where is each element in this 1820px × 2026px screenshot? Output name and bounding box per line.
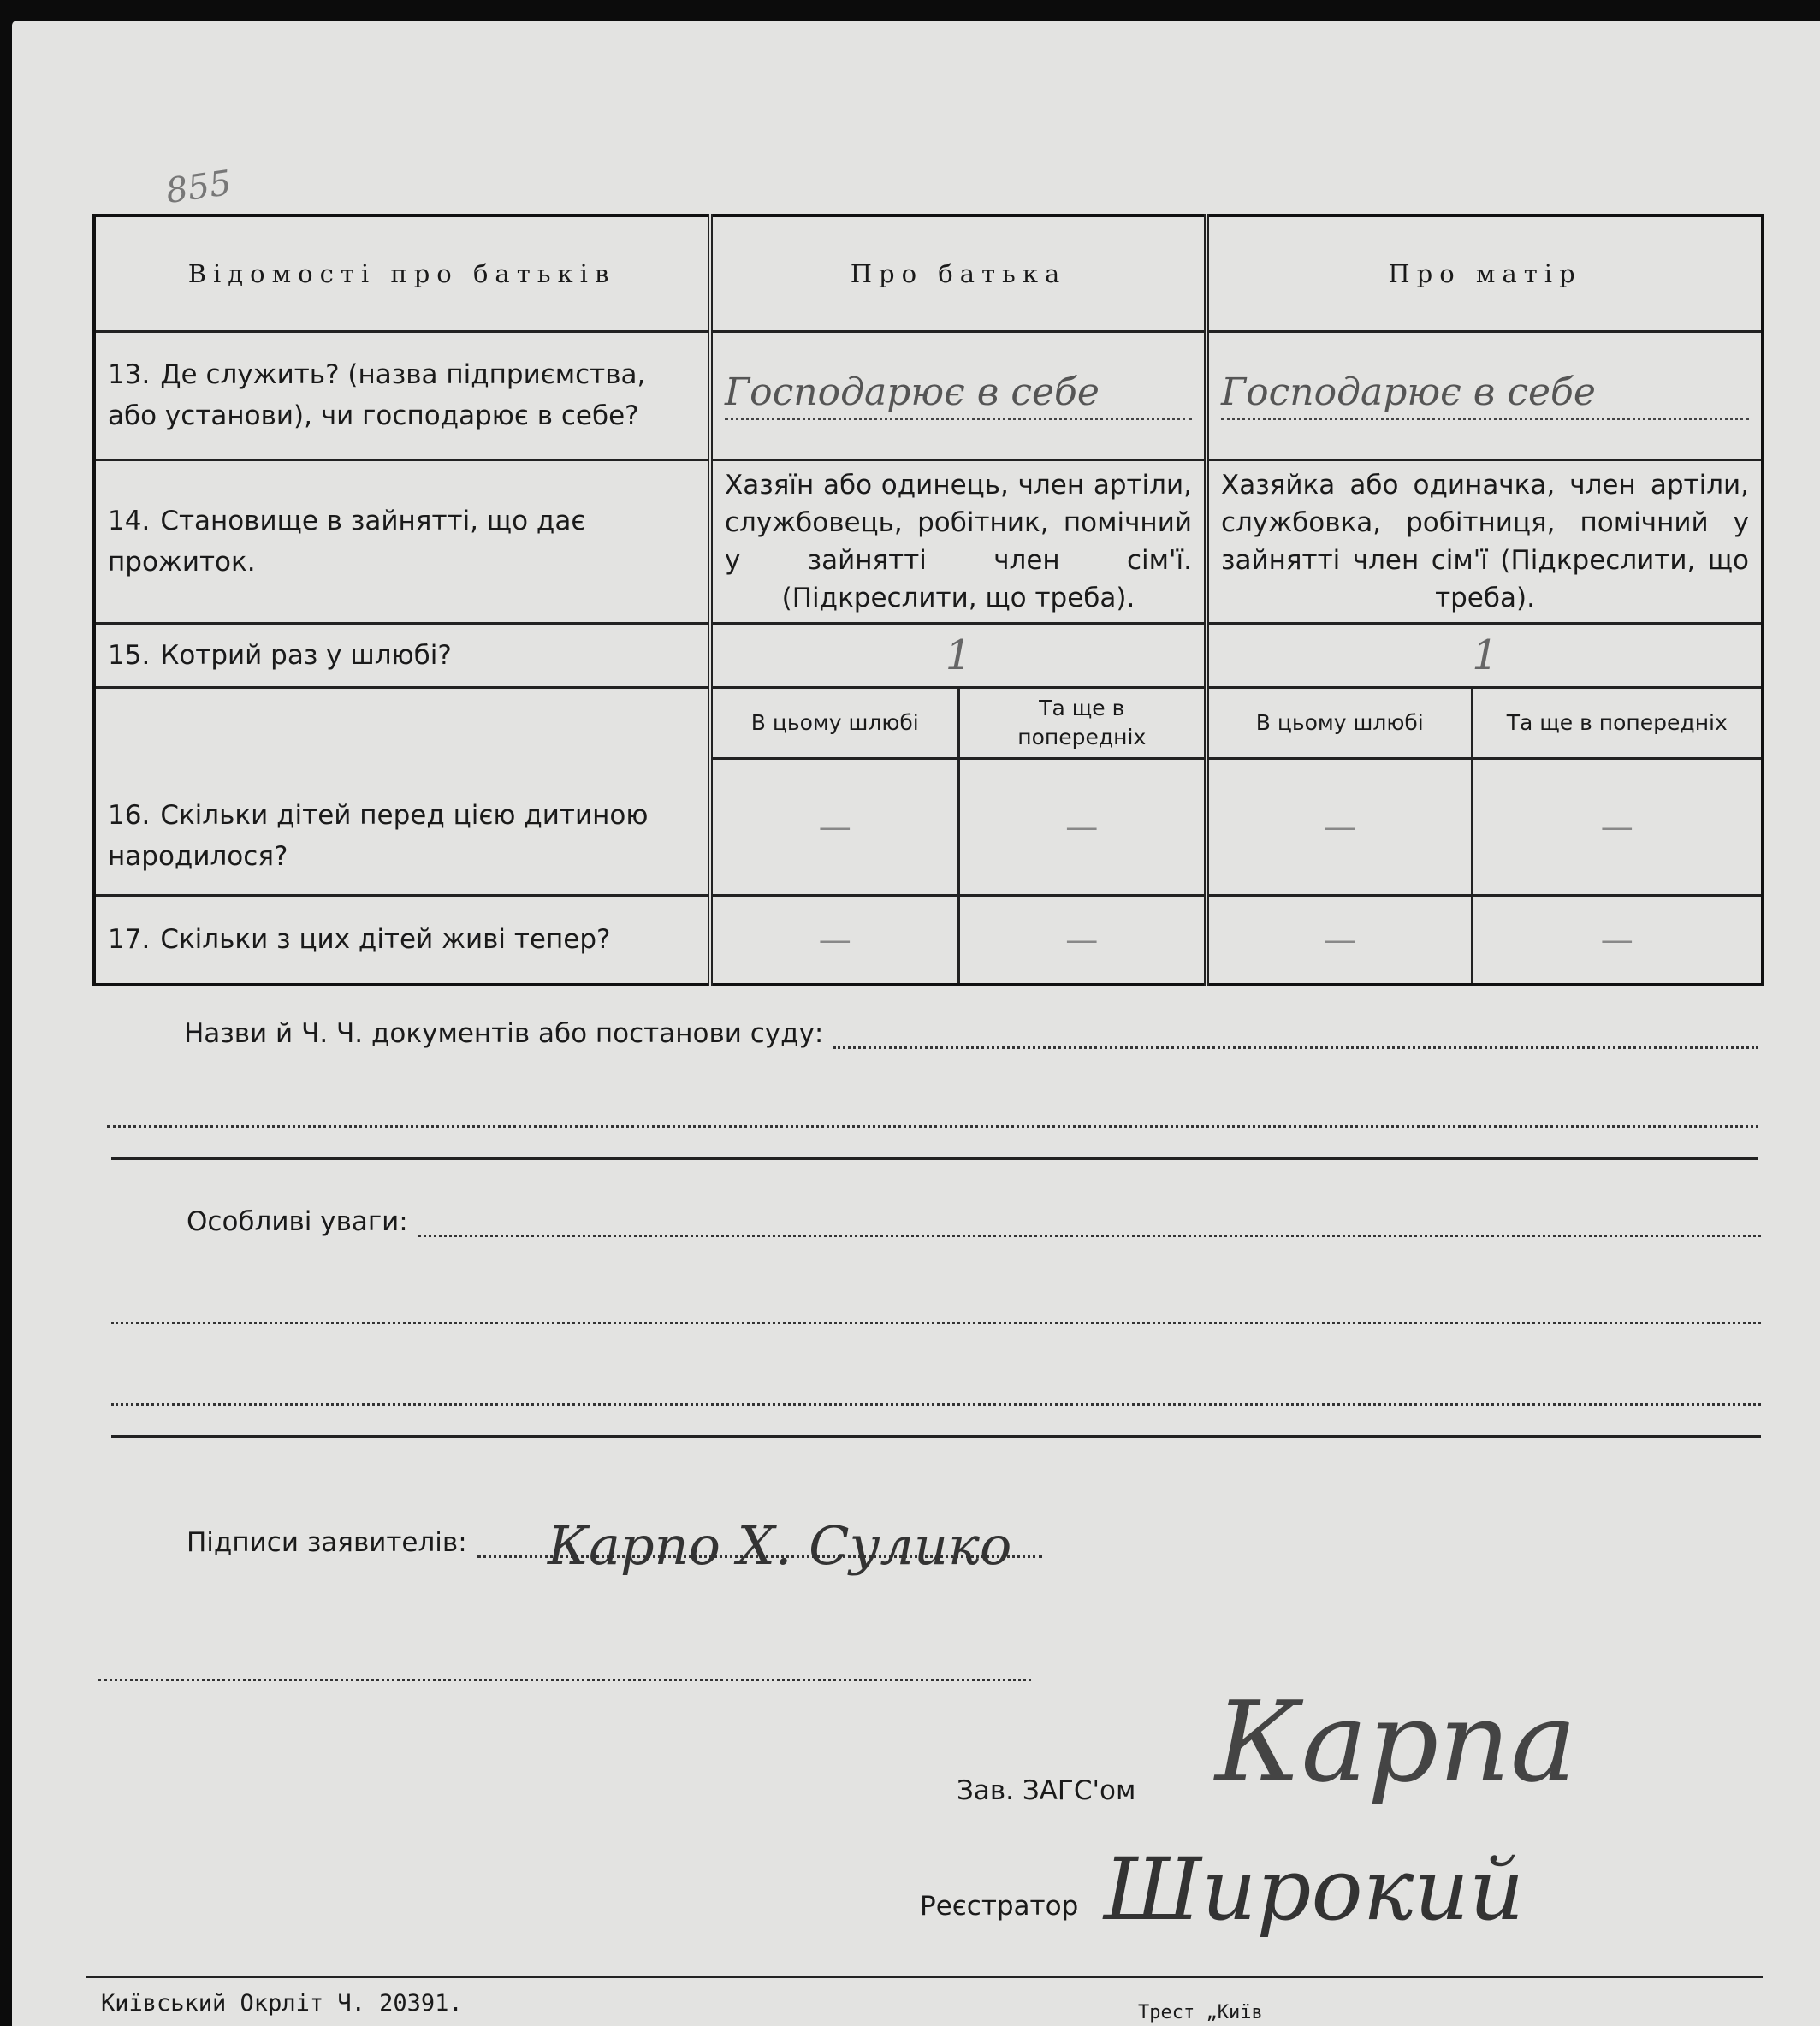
table-header-row xyxy=(94,216,1763,331)
documents-line-2 xyxy=(107,1125,1758,1128)
footer-divider xyxy=(86,1976,1763,1978)
signatures-label: Підписи заявителів: xyxy=(187,1527,467,1558)
q14-father-options: Хазяїн або одинець, член артіли, службовець, робітник, помічний у зайнятті член сім'ї. (Підкреслити, що треба). xyxy=(710,459,1206,623)
footer-trust: Трест „Київ xyxy=(1138,2002,1263,2023)
zags-label: Зав. ЗАГС'ом xyxy=(957,1775,1136,1806)
row-q15 xyxy=(94,623,1763,687)
header-parents-info: Відомості про батьків xyxy=(94,216,710,331)
notes-field xyxy=(187,1206,1761,1237)
q15-mother-answer: 1 xyxy=(1206,623,1763,687)
q17-question: 17. Скільки з цих дітей живі тепер? xyxy=(94,895,710,985)
zags-field xyxy=(957,1775,1135,1806)
q17-mother-prev: — xyxy=(1472,895,1763,985)
q16-father-this: — xyxy=(710,758,958,895)
q13-question: 13. Де служить? (назва підприємства, або установи), чи господарює в себе? xyxy=(94,331,710,459)
q16-mother-prev: — xyxy=(1472,758,1763,895)
registrar-signature: Широкий xyxy=(1104,1839,1525,1940)
notes-line-2 xyxy=(111,1322,1761,1324)
q17-father-this: — xyxy=(710,895,958,985)
row-q13 xyxy=(94,331,1763,459)
row-q17 xyxy=(94,895,1763,985)
q16-question: 16. Скільки дітей перед цією дитиною народилося? xyxy=(94,687,710,895)
header-mother: Про матір xyxy=(1206,216,1763,331)
q16-father-prev: — xyxy=(958,758,1206,895)
q13-father-answer: Господарює в себе xyxy=(710,331,1206,459)
row-q14 xyxy=(94,459,1763,623)
parents-info-table xyxy=(92,214,1764,986)
notes-divider xyxy=(111,1435,1761,1438)
q13-mother-answer: Господарює в себе xyxy=(1206,331,1763,459)
q16-father-sub-this: В цьому шлюбі xyxy=(710,687,958,758)
q16-mother-sub-prev: Та ще в попередніх xyxy=(1472,687,1763,758)
footer-printer: Київський Окрліт Ч. 20391. xyxy=(101,1990,463,2017)
q16-mother-sub-this: В цьому шлюбі xyxy=(1206,687,1472,758)
q17-mother-this: — xyxy=(1206,895,1472,985)
applicant-signature: Карпо Х. Сулико xyxy=(548,1514,1012,1577)
q15-father-answer: 1 xyxy=(710,623,1206,687)
q14-question: 14. Становище в зайнятті, що дає прожиток. xyxy=(94,459,710,623)
header-father: Про батька xyxy=(710,216,1206,331)
documents-divider xyxy=(111,1157,1758,1160)
q15-question: 15. Котрий раз у шлюбі? xyxy=(94,623,710,687)
row-q16-subheader xyxy=(94,687,1763,758)
registrar-field xyxy=(920,1891,1078,1922)
q17-father-prev: — xyxy=(958,895,1206,985)
q14-mother-options: Хазяйка або одиначка, член артіли, службовка, робітниця, помічний у зайнятті член сім'ї (Підкреслити, що треба). xyxy=(1206,459,1763,623)
q16-father-sub-prev: Та ще в попередніх xyxy=(958,687,1206,758)
notes-label: Особливі уваги: xyxy=(187,1206,408,1237)
zags-signature: Карпа xyxy=(1215,1677,1577,1807)
signatures-line-2 xyxy=(98,1679,1031,1681)
q16-mother-this: — xyxy=(1206,758,1472,895)
documents-field xyxy=(184,1018,1758,1049)
corner-mark: 855 xyxy=(163,163,234,212)
documents-label: Назви й Ч. Ч. документів або постанови суду: xyxy=(184,1018,824,1049)
notes-line xyxy=(418,1229,1761,1237)
documents-line xyxy=(833,1041,1758,1049)
registrar-label: Реєстратор xyxy=(920,1891,1079,1922)
notes-line-3 xyxy=(111,1403,1761,1406)
